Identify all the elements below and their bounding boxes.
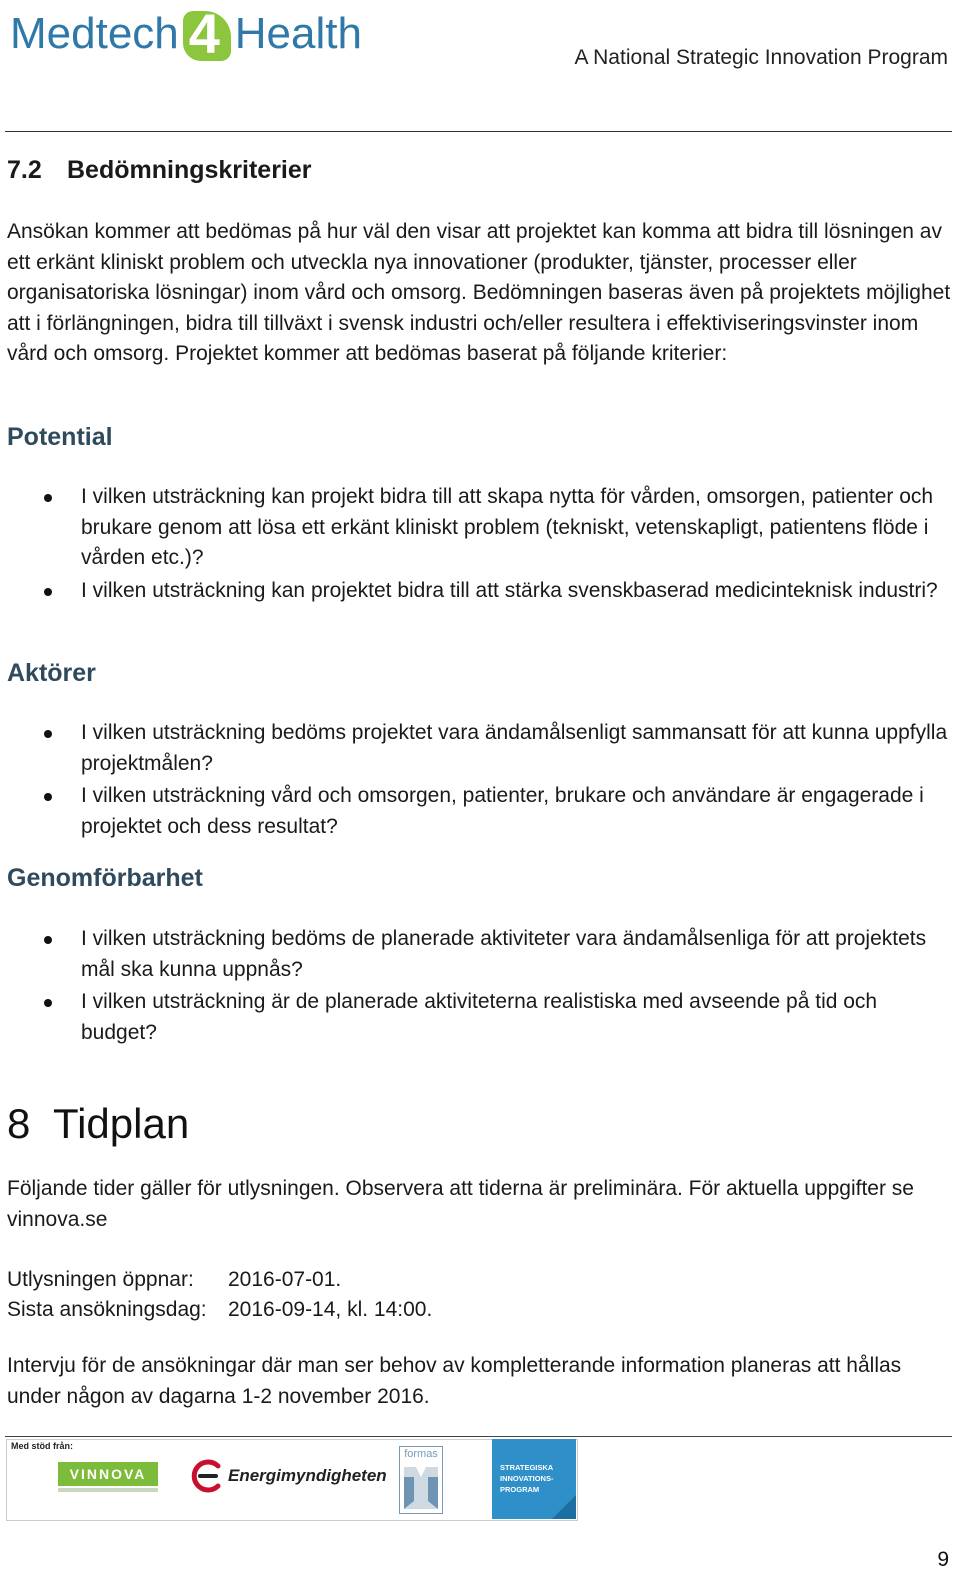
medtech4health-logo (10, 0, 362, 68)
list-item (0, 987, 952, 1048)
criteria-heading-genomforbarhet: Genomförbarhet (7, 864, 203, 892)
date-row-open (7, 1265, 341, 1296)
timeline-intro-paragraph: Följande tider gäller för utlysningen. Observera att tiderna är preliminära. För aktuella uppgifter se vinnova.se (7, 1177, 914, 1231)
header-divider (5, 131, 952, 132)
bullet-icon (44, 999, 52, 1007)
energimyndigheten-e-icon (188, 1458, 224, 1494)
bullet-icon (44, 494, 52, 502)
list-item-text: I vilken utsträckning vård och omsorgen, patienter, brukare och användare är engagerade i projektet och dess resultat? (81, 784, 924, 838)
program-tagline: A National Strategic Innovation Program (574, 46, 948, 69)
section-title: Bedömningskriterier (67, 156, 312, 184)
bullet-icon (44, 936, 52, 944)
date-label: Utlysningen öppnar: (7, 1268, 194, 1291)
strategiska-wordmark: STRATEGISKA INNOVATIONS- PROGRAM (500, 1463, 554, 1494)
list-item (0, 924, 952, 985)
vinnova-logo-underline (58, 1488, 158, 1492)
bullet-icon (44, 588, 52, 596)
bullet-icon (44, 730, 52, 738)
list-item-text: I vilken utsträckning kan projektet bidra till att stärka svenskbaserad medicinteknisk industri? (81, 578, 938, 602)
support-label: Med stöd från: (11, 1441, 73, 1451)
list-item-text: I vilken utsträckning bedöms de planerade aktiviteter vara ändamålsenliga för att projektets mål ska kunna uppnås? (81, 927, 927, 981)
logo-four-number: 4 (188, 2, 220, 65)
list-item (0, 482, 952, 574)
interview-paragraph: Intervju för de ansökningar där man ser behov av kompletterande information planeras att hållas under någon av dagarna 1-2 november 2016. (7, 1354, 902, 1408)
section-title: Tidplan (53, 1100, 190, 1147)
date-value: 2016-09-14, kl. 14:00. (228, 1298, 433, 1321)
criteria-list-aktorer (0, 718, 952, 844)
list-item-text: I vilken utsträckning bedöms projektet vara ändamålsenligt sammansatt för att kunna uppfylla projektmålen? (81, 721, 948, 775)
criteria-heading-aktorer: Aktörer (7, 659, 96, 687)
energimyndigheten-wordmark: Energimyndigheten (228, 1466, 387, 1485)
section-7-2-heading (7, 156, 312, 185)
bullet-icon (44, 793, 52, 801)
list-item (0, 576, 952, 607)
list-item (0, 781, 952, 842)
logo-text-medtech: Medtech (10, 9, 179, 58)
section-8-heading (7, 1100, 189, 1148)
criteria-heading-potential: Potential (7, 423, 113, 451)
date-label: Sista ansökningsdag: (7, 1298, 207, 1321)
vinnova-logo: VINNOVA (58, 1462, 158, 1486)
list-item-text: I vilken utsträckning kan projekt bidra till att skapa nytta för vården, omsorgen, patienter och brukare genom att lösa ett erkänt kliniskt problem (tekniskt, vetenskapligt, patientens flöde i vården etc.)? (81, 485, 934, 569)
logo-text-health: Health (234, 9, 362, 58)
logo-four-mark (181, 2, 233, 65)
section-number: 7.2 (7, 156, 42, 184)
energimyndigheten-logo (188, 1458, 387, 1494)
formas-wordmark: formas (404, 1448, 438, 1460)
footer-divider (5, 1436, 952, 1437)
criteria-list-potential (0, 482, 952, 608)
page-number: 9 (937, 1548, 949, 1571)
list-item (0, 718, 952, 779)
criteria-list-genomforbarhet (0, 924, 952, 1050)
date-value: 2016-07-01. (228, 1268, 342, 1291)
section-number: 8 (7, 1100, 31, 1147)
assessment-intro-paragraph: Ansökan kommer att bedömas på hur väl den visar att projektet kan komma att bidra till lösningen av ett erkänt kliniskt problem och utveckla nya innovationer (produkter, tjänster, processer eller organisatoriska lösningar) inom vård och omsorg. Bedömningen baseras även på projektets möjlighet att i förlängningen, bidra till tillväxt i svensk industri och/eller resultera i effektiviseringsvinster inom vård och omsorg. Projektet kommer att bedömas baserat på följande kriterier: (7, 220, 951, 365)
list-item-text: I vilken utsträckning är de planerade aktiviteterna realistiska med avseende på tid och budget? (81, 990, 878, 1044)
date-row-deadline (7, 1295, 432, 1326)
